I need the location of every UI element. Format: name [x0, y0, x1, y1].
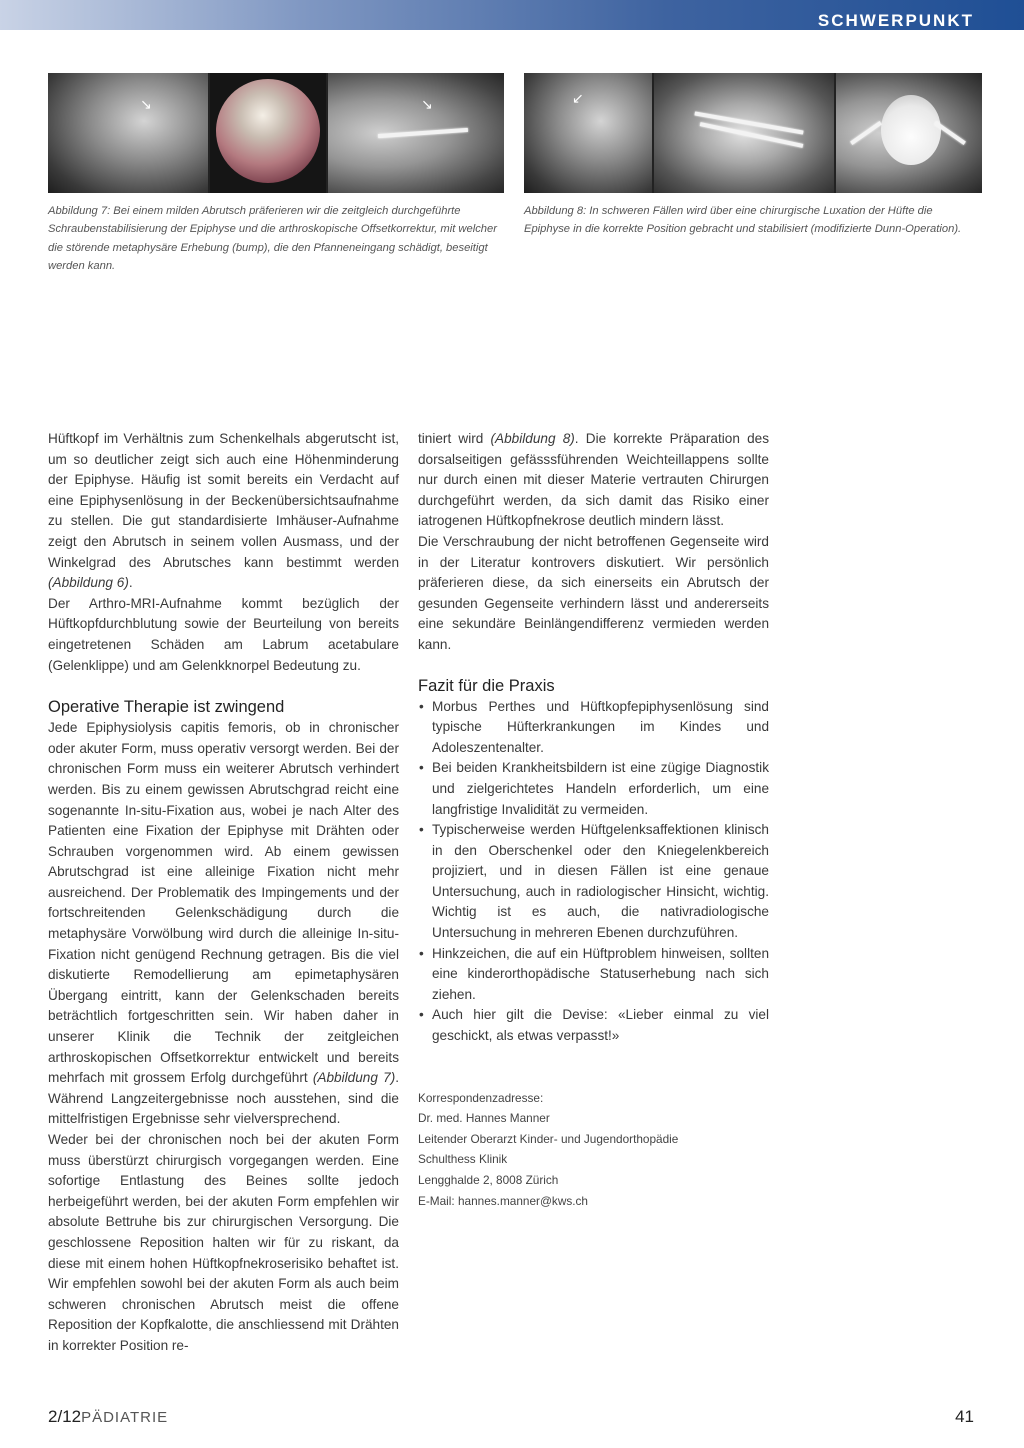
paragraph: tiniert wird (Abbildung 8). Die korrekte Präparation des dorsalseitigen gefässsführenden Weichteillappens sollte nur durch einen mit dieser Materie vertrauten Chirurgen durchgeführt werden, da sich damit das Risiko einer iatrogenen Hüftkopfnekrose deutlich mindern lässt.	[418, 431, 769, 529]
paragraph: Die Verschraubung der nicht betroffenen Gegenseite wird in der Literatur kontrovers diskutiert. Wir persönlich präferieren diese, da sich einerseits ein Abrutsch der gesunden Gegenseite verhindern lässt und andererseits eine sekundäre Beinlängendifferenz vermieden werden kann.	[418, 533, 769, 652]
section-label: SCHWERPUNKT	[817, 11, 974, 30]
text-column-left	[48, 429, 399, 1357]
issue-number: 2/12	[48, 1407, 82, 1426]
contact-email: E-Mail: hannes.manner@kws.ch	[418, 1193, 588, 1208]
paragraph: Hüftkopf im Verhältnis zum Schenkelhals abgerutscht ist, um so deutlicher zeigt sich auch eine Höhenminderung der Epiphyse. Häufig ist somit bereits ein Verdacht auf eine Epiphysenlösung in der Beckenübersichtsaufnahme zu stellen. Die gut standardisierte Imhäuser-Aufnahme zeigt den Abrutsch in seinem vollen Ausmass, und der Winkelgrad des Abrutsches kann bestimmt werden (Abbildung 6).	[48, 431, 399, 591]
paragraph: Weder bei der chronischen noch bei der akuten Form muss überstürzt chirurgisch vorgegangen werden. Eine sofortige Entlastung des Beines sollte jedoch herbeigeführt werden, bei der akuten Form empfehlen wir absolute Bettruhe bis zur chirurgischen Versorgung. Die geschlossene Reposition halten wir für zu riskant, da diese mit einem hohen Hüftkopfnekroserisiko behaftet ist. Wir empfehlen sowohl bei der akuten Form als auch beim schweren chronischen Abrutsch meist die offene Reposition der Kopfkalotte, die anschliessend mit Drähten in korrekter Position re-	[48, 1132, 399, 1353]
text-column-right	[418, 429, 769, 1211]
section-heading: Operative Therapie ist zwingend	[48, 698, 285, 717]
contact-line: Lengghalde 2, 8008 Zürich	[418, 1173, 559, 1187]
figure-reference: (Abbildung 6)	[48, 575, 129, 591]
footer-issue	[48, 1406, 168, 1429]
list-item: • Typischerweise werden Hüftgelenksaffektionen klinisch in den Oberschenkel oder den Kniegelenkbereich projiziert, und in diesen Fällen ist eine genaue Untersuchung, auch in radiologischer Hinsicht, wichtig. Wichtig ist es auch, die nativradiologische Untersuchung in mehreren Ebenen durchzuführen.	[418, 820, 769, 944]
takeaway-list	[418, 697, 769, 1047]
paragraph: Jede Epiphysiolysis capitis femoris, ob in chronischer oder akuter Form, muss operativ versorgt werden. Bei der chronischen Form muss ein weiterer Abrutsch verhindert werden. Bis zu einem gewissen Abrutschgrad reicht eine sogenannte In-situ-Fixation aus, wobei je nach Alter des Patienten eine Fixation der Epiphyse mit Drähten oder Schrauben vorgenommen wird. Ab einem gewissen Abrutschgrad ist eine alleinige Fixation nicht mehr ausreichend. Der Problematik des Impingements und der fortschreitenden Gelenkschädigung durch die metaphysäre Vorwölbung wird durch die alleinige In-situ-Fixation nicht genügend Rechnung getragen. Bis die viel diskutierte Remodellierung am epimetaphysären Übergang eintritt, kann der Gelenkschaden bereits beträchtlich fortgeschritten sein. Wir haben daher in unserer Klinik die Technik der zeitgleichen arthroskopischen Offsetkorrektur entwickelt und bereits mehrfach mit grossem Erfolg durchgeführt (Abbildung 7). Während Langzeitergebnisse noch ausstehen, sind die mittelfristigen Ergebnisse sehr vielversprechend.	[48, 720, 399, 1127]
arrow-icon: ↘	[421, 96, 433, 112]
correspondence-address	[418, 1088, 769, 1212]
journal-name: PÄDIATRIE	[81, 1409, 169, 1426]
header-bar	[0, 0, 1024, 30]
list-item: • Bei beiden Krankheitsbildern ist eine zügige Diagnostik und zielgerichtetes Handeln erforderlich, um eine langfristige Invalidität zu vermeiden.	[418, 758, 769, 820]
page-number: 41	[955, 1407, 974, 1426]
xray-image	[328, 73, 504, 193]
figure-8-images	[524, 73, 982, 193]
paragraph: Der Arthro-MRI-Aufnahme kommt bezüglich der Hüftkopfdurchblutung sowie der Beurteilung von bereits eingetretenen Schäden am Labrum acetabulare (Gelenklippe) und am Gelenkknorpel Bedeutung zu.	[48, 595, 399, 673]
contact-title: Korrespondenzadresse:	[418, 1090, 544, 1105]
section-heading: Fazit für die Praxis	[418, 676, 555, 695]
figure-reference: (Abbildung 8)	[490, 431, 575, 446]
arthroscopy-image	[210, 73, 326, 193]
arrow-icon: ↙	[572, 90, 584, 106]
figure-7-caption: Abbildung 7: Bei einem milden Abrutsch präferieren wir die zeitgleich durchgeführte Schraubenstabilisierung der Epiphyse und die arthroskopische Offsetkorrektur, mit welcher die störende metaphysäre Erhebung (bump), die den Pfanneneingang schädigt, beseitigt werden kann.	[48, 205, 497, 272]
xray-image	[524, 73, 652, 193]
list-item: • Hinkzeichen, die auf ein Hüftproblem hinweisen, sollten eine kinderorthopädische Statuserhebung nach sich ziehen.	[418, 944, 769, 1006]
xray-image	[48, 73, 208, 193]
pelvis-xray-image	[836, 73, 982, 193]
figure-7-images	[48, 73, 504, 193]
contact-line: Schulthess Klinik	[418, 1152, 508, 1167]
contact-line: Dr. med. Hannes Manner	[418, 1111, 550, 1126]
figure-reference: (Abbildung 7)	[312, 1070, 396, 1086]
list-item: • Morbus Perthes und Hüftkopfepiphysenlösung sind typische Hüfterkrankungen im Kindes und Adoleszentenalter.	[418, 697, 769, 759]
list-item: • Auch hier gilt die Devise: «Lieber einmal zu viel geschickt, als etwas verpasst!»	[418, 1005, 769, 1046]
contact-line: Leitender Oberarzt Kinder- und Jugendorthopädie	[418, 1131, 679, 1146]
xray-image	[654, 73, 834, 193]
figure-8-caption: Abbildung 8: In schweren Fällen wird über eine chirurgische Luxation der Hüfte die Epiphyse in die korrekte Position gebracht und stabilisiert (modifizierte Dunn-Operation).	[524, 205, 962, 236]
arrow-icon: ↘	[140, 96, 152, 112]
